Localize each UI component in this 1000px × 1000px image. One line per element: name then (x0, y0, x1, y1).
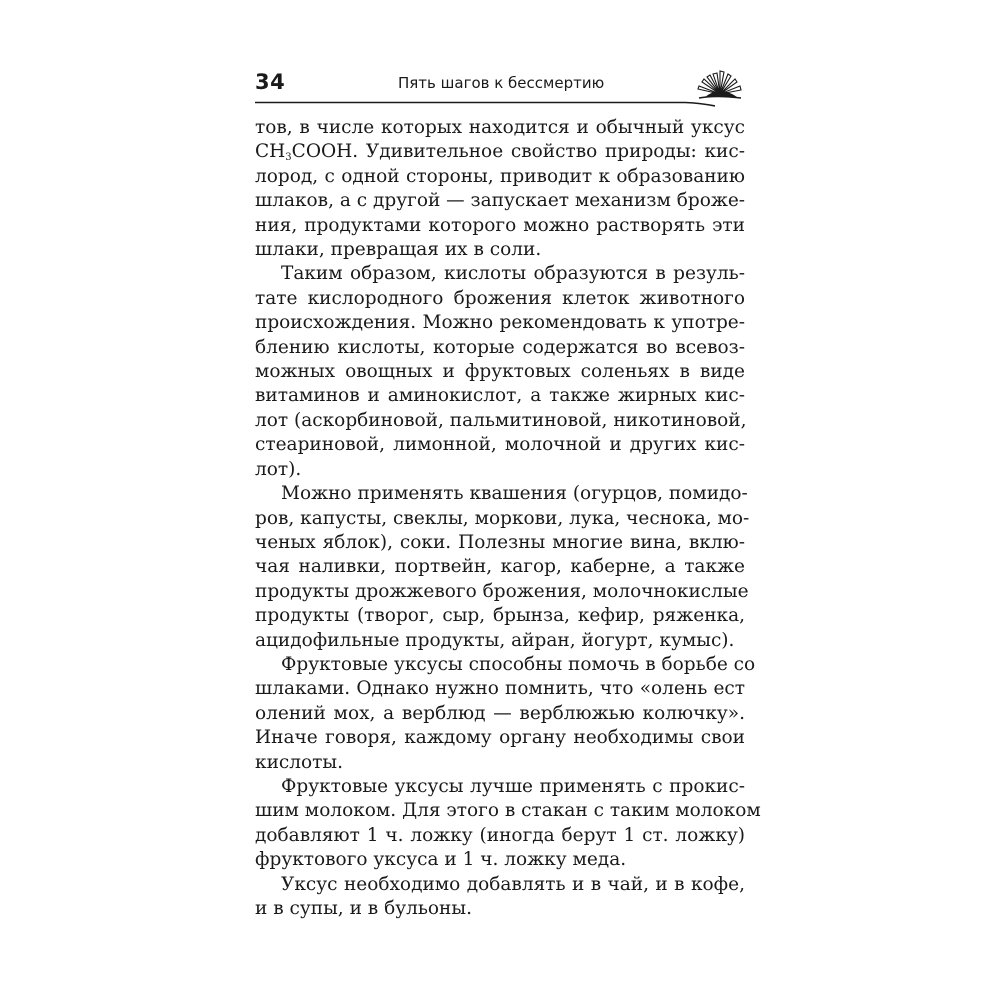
text-line: лот (аскорбиновой, пальмитиновой, никотиновой, (255, 409, 747, 431)
text-line-formula (255, 140, 745, 164)
header-rule (255, 101, 715, 107)
text-line: тов, в числе которых находится и обычный уксус (255, 117, 745, 138)
text-line: шлаков, а с другой — запускает механизм броже- (255, 190, 746, 212)
text-line: добавляют 1 ч. ложку (иногда берут 1 ст. ложку) (255, 824, 745, 846)
text-line: лот). (255, 458, 302, 480)
text-line: стеариновой, лимонной, молочной и других кис- (255, 434, 745, 456)
book-title: Пять шагов к бессмертию (398, 74, 605, 92)
text-line: лород, с одной стороны, приводит к образованию (255, 165, 745, 187)
text-line: ния, продуктами которого можно растворять эти (255, 214, 745, 236)
text-line: Можно применять квашения (огурцов, помидо- (281, 483, 748, 505)
text-line: шлаками. Однако нужно помнить, что «олень ест (255, 678, 745, 700)
formula-ch: CH (255, 141, 286, 163)
text-line: витаминов и аминокислот, а также жирных кис- (255, 385, 745, 407)
text-line: продукты дрожжевого брожения, молочнокислые (255, 580, 749, 602)
text-line: олений мох, а верблюд — верблюжью колючку». (255, 702, 745, 724)
text-line: Фруктовые уксусы способны помочь в борьбе со (281, 653, 756, 675)
text-line: и в супы, и в бульоны. (255, 898, 472, 919)
text-line: тате кислородного брожения клеток животного (255, 287, 745, 309)
paragraph-4 (255, 653, 756, 775)
text-line: блению кислоты, которые содержатся во всевоз- (255, 336, 745, 358)
text-line: чая наливки, портвейн, кагор, каберне, а также (255, 556, 745, 578)
flower-ornament-icon (695, 68, 745, 106)
text-line: шлаки, превращая их в соли. (255, 239, 542, 261)
page-number: 34 (255, 70, 286, 94)
text-line: Уксус необходимо добавлять и в чай, и в кофе, (281, 873, 745, 895)
text-line: Таким образом, кислоты образуются в резуль- (281, 263, 745, 285)
text-line: фруктового уксуса и 1 ч. ложку меда. (255, 849, 627, 871)
paragraph-2 (255, 262, 745, 482)
text-line: продукты (творог, сыр, брынза, кефир, ряженка, (255, 605, 745, 627)
formula-rest: COOH. Удивительное свойство природы: кис- (291, 141, 745, 163)
text-line: ченых яблок), соки. Полезны многие вина, вклю- (255, 531, 745, 553)
paragraph-1 (255, 116, 745, 262)
text-line: Иначе говоря, каждому органу необходимы свои (255, 727, 745, 749)
formula-subscript: 3 (285, 152, 292, 164)
text-line: ацидофильные продукты, айран, йогурт, кумыс). (255, 629, 735, 651)
text-line: шим молоком. Для этого в стакан с таким молоком (255, 800, 761, 822)
text-line: происхождения. Можно рекомендовать к употре- (255, 312, 745, 334)
text-line: можных овощных и фруктовых соленьях в виде (255, 361, 745, 383)
body-text (255, 116, 761, 921)
paragraph-3 (255, 482, 750, 653)
text-line: кислоты. (255, 751, 343, 773)
paragraph-5 (255, 775, 761, 873)
text-line: Фруктовые уксусы лучше применять с прокис- (281, 775, 745, 797)
paragraph-6 (255, 873, 745, 922)
running-head (255, 68, 745, 108)
text-line: ров, капусты, свеклы, моркови, лука, чеснока, мо- (255, 507, 750, 529)
